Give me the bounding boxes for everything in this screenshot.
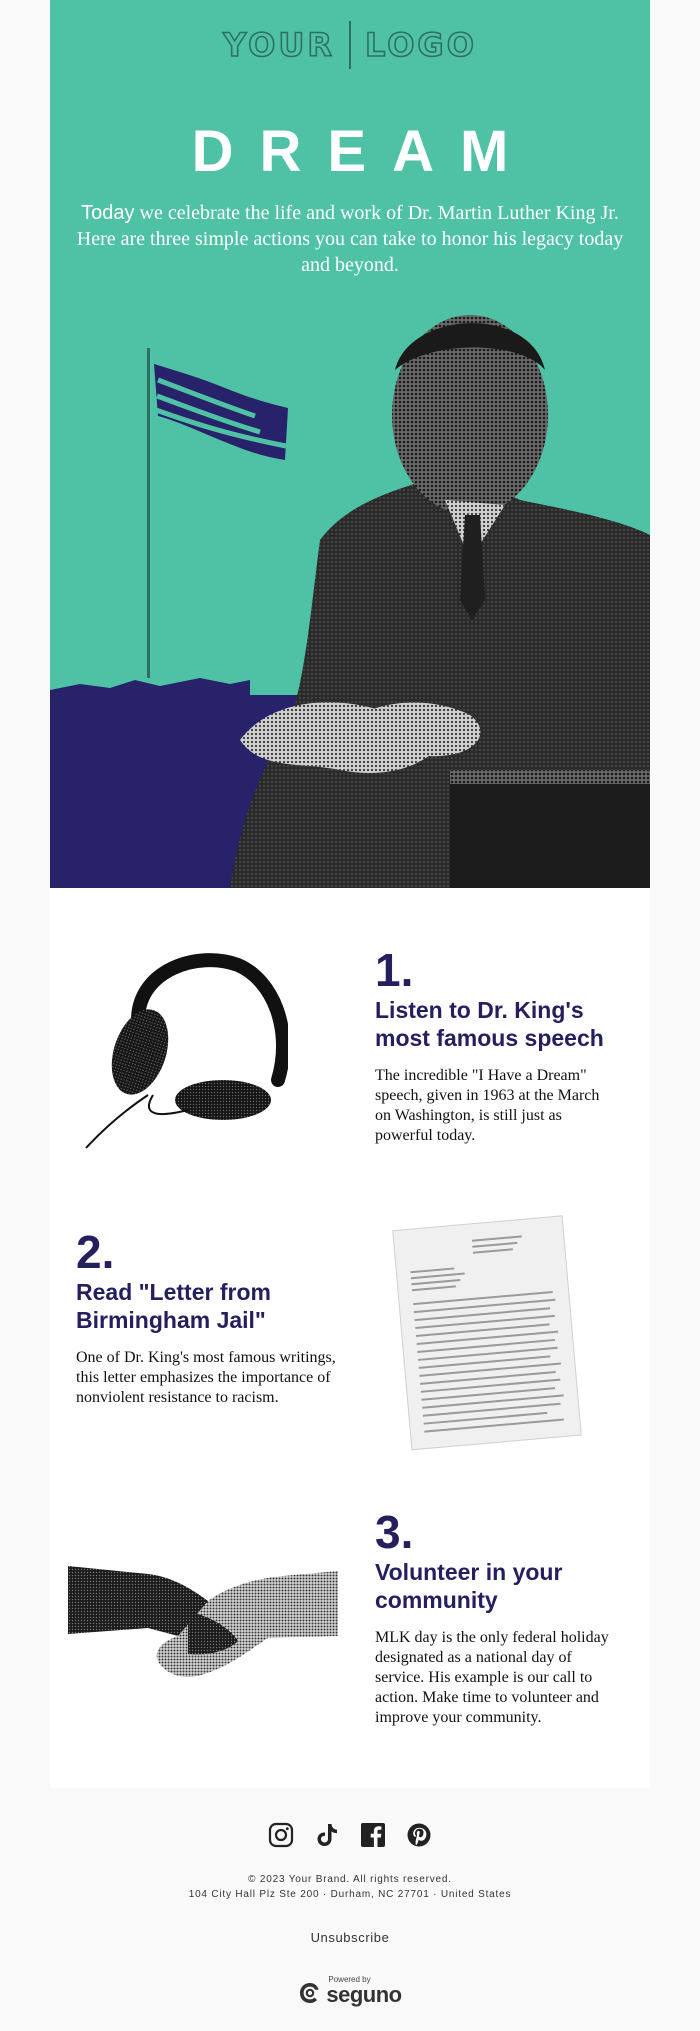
hero-headline: DREAM <box>191 119 535 184</box>
step-title: Volunteer in your community <box>375 1559 563 1613</box>
step-2 <box>76 1228 336 1408</box>
facebook-icon[interactable] <box>360 1822 386 1848</box>
step-title: Listen to Dr. King's most famous speech <box>375 997 604 1051</box>
copyright-text: © 2023 Your Brand. All rights reserved. <box>248 1874 452 1885</box>
step-body: MLK day is the only federal holiday designated as a national day of service. His example is our call to action. Make time to volunteer and improve your community. <box>375 1629 609 1726</box>
step-body: The incredible "I Have a Dream" speech, given in 1963 at the March on Washington, is still just as powerful today. <box>375 1067 600 1144</box>
powered-by-text <box>326 1975 401 2006</box>
intro-lead: Today <box>81 202 135 224</box>
logo-right-word: LOGO <box>364 26 477 64</box>
brand-logo[interactable] <box>50 20 650 70</box>
step-number: 2. <box>76 1226 115 1278</box>
footer <box>0 1788 700 2031</box>
step-3 <box>375 1508 615 1728</box>
step-title: Read "Letter from Birmingham Jail" <box>76 1279 271 1333</box>
step-number: 3. <box>375 1506 414 1558</box>
intro-text: we celebrate the life and work of Dr. Martin Luther King Jr. Here are three simple actions you can take to honor his legacy today and beyond. <box>76 202 624 276</box>
step-1 <box>375 946 615 1146</box>
hero-illustration <box>50 300 650 888</box>
hero-intro <box>70 200 630 278</box>
flag-icon <box>154 364 288 460</box>
pinterest-icon[interactable] <box>406 1822 432 1848</box>
step-body: One of Dr. King's most famous writings, this letter emphasizes the importance of nonviolent resistance to racism. <box>76 1349 336 1406</box>
social-links <box>0 1822 700 1848</box>
powered-by-brand: seguno <box>326 1982 402 2007</box>
unsubscribe-link[interactable]: Unsubscribe <box>310 1930 390 1945</box>
handshake-icon <box>68 1556 338 1686</box>
powered-by-label: Powered by <box>328 1975 371 1984</box>
logo-left-word: YOUR <box>223 26 335 64</box>
email-container <box>50 0 650 2031</box>
letter-document-icon <box>380 1208 590 1458</box>
address-text: 104 City Hall Plz Ste 200 · Durham, NC 27701 · United States <box>188 1889 512 1900</box>
instagram-icon[interactable] <box>268 1822 294 1848</box>
step-number: 1. <box>375 944 414 996</box>
logo-divider <box>349 21 351 69</box>
content-section <box>50 888 650 1788</box>
hero-banner <box>50 0 650 888</box>
seguno-logo-icon <box>298 1980 322 2006</box>
headphones-icon <box>78 950 288 1150</box>
powered-by-badge[interactable] <box>0 1975 700 2006</box>
tiktok-icon[interactable] <box>314 1822 340 1848</box>
